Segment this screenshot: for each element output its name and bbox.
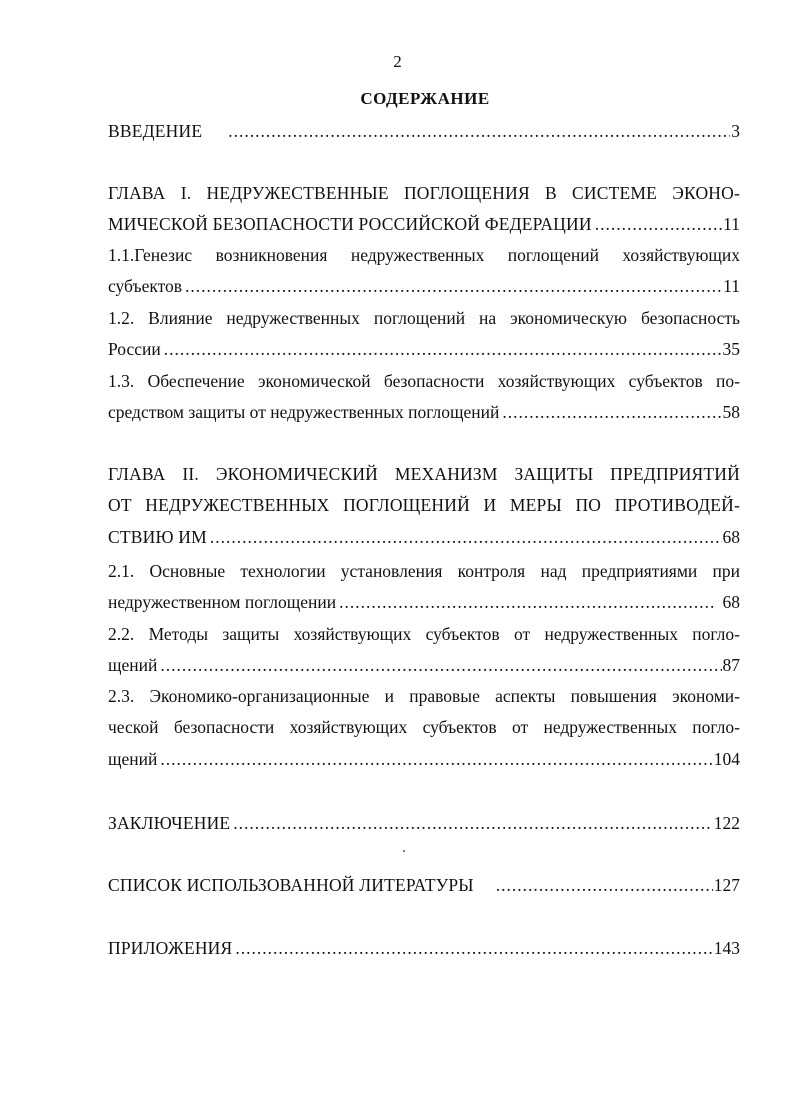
toc-entry-line: ГЛАВА I. НЕДРУЖЕСТВЕННЫЕ ПОГЛОЩЕНИЯ В СИСТЕМЕ ЭКОНО- [108,183,740,203]
toc-entry-page: 122 [713,813,740,833]
toc-entry-line [108,933,740,964]
toc-entry-title: ВВЕДЕНИЕ [108,121,203,141]
toc-entry-line [108,650,740,681]
toc-entry-title: средством защиты от недружественных поглощений [108,402,500,423]
toc-entry-line [108,209,740,240]
toc-entry-section-1-2 [108,303,740,366]
toc-entry-conclusion [108,808,740,839]
scan-speck [403,850,405,852]
toc-entry-title: субъектов [108,276,183,297]
toc-entry-line [108,397,740,428]
toc-entry-line [108,587,740,618]
dot-leader [182,271,722,302]
toc-entry-page: 35 [722,339,740,360]
dot-leader [157,650,721,681]
toc-entry-title: СПИСОК ИСПОЛЬЗОВАННОЙ ЛИТЕРАТУРЫ [108,875,474,895]
toc-entry-page: 58 [722,402,740,423]
toc-entry-page: 68 [722,526,740,547]
toc-entry-line [108,334,740,365]
toc-entry-line: 1.2. Влияние недружественных поглощений на экономическую безопасность [108,308,740,328]
toc-entry-line [108,870,740,901]
toc-entry-line [108,744,740,775]
toc-entry-line: 1.1.Генезис возникновения недружественных поглощений хозяйствующих [108,245,740,265]
toc-entry-page: 104 [713,748,740,769]
toc-entry-page: 3 [731,121,740,141]
dot-leader [499,397,721,428]
dot-leader [202,116,730,147]
dot-leader [474,870,713,901]
dot-leader [207,522,722,553]
toc-entry-line: 1.3. Обеспечение экономической безопасности хозяйствующих субъектов по- [108,371,740,391]
toc-entry-title: ПРИЛОЖЕНИЯ [108,938,233,958]
toc-entry-title: МИЧЕСКОЙ БЕЗОПАСНОСТИ РОССИЙСКОЙ ФЕДЕРАЦИИ [108,214,592,235]
toc-entry-page: 68 [722,592,740,613]
toc-entry-title: щений [108,655,158,676]
page-number: 2 [393,52,402,71]
toc-entry-section-2-2 [108,619,740,682]
dot-leader [230,808,712,839]
toc-entry-page: 87 [722,655,740,676]
toc-entry-title: ЗАКЛЮЧЕНИЕ [108,813,231,833]
dot-leader [157,744,712,775]
toc-entry-line: 2.3. Экономико-организационные и правовые аспекты повышения экономи- [108,686,740,706]
toc-entry-title: России [108,339,161,360]
toc-entry-section-1-1 [108,240,740,303]
toc-entry-line [108,271,740,302]
toc-entry-section-1-3 [108,366,740,429]
dot-leader [232,933,712,964]
toc-entry-line: 2.1. Основные технологии установления контроля над предприятиями при [108,561,740,581]
toc-entry-section-2-1 [108,556,740,619]
toc-entry-line [108,522,740,553]
toc-entry-line [108,808,740,839]
toc-entry-line [108,116,740,147]
toc-entry-line: ГЛАВА II. ЭКОНОМИЧЕСКИЙ МЕХАНИЗМ ЗАЩИТЫ ПРЕДПРИЯТИЙ [108,464,740,484]
toc-entry-references [108,870,740,901]
table-of-contents-title: СОДЕРЖАНИЕ [360,89,490,108]
dot-leader [161,334,722,365]
toc-entry-appendices [108,933,740,964]
toc-entry-introduction [108,116,740,147]
toc-entry-chapter-2 [108,459,740,553]
toc-entry-page: 127 [713,875,740,895]
toc-entry-section-2-3 [108,681,740,775]
toc-entry-title: щений [108,748,158,769]
toc-entry-page: 143 [713,938,740,958]
toc-entry-line: ОТ НЕДРУЖЕСТВЕННЫХ ПОГЛОЩЕНИЙ И МЕРЫ ПО ПРОТИВОДЕЙ- [108,495,740,516]
toc-entry-line: ческой безопасности хозяйствующих субъектов от недружественных погло- [108,717,740,738]
toc-entry-title: недружественном поглощении [108,592,337,613]
toc-entry-page: 11 [723,276,740,297]
toc-entry-title: СТВИЮ ИМ [108,526,207,547]
toc-entry-page: 11 [723,214,740,235]
dot-leader [336,587,714,618]
toc-entry-chapter-1 [108,178,740,241]
dot-leader [592,209,722,240]
toc-entry-line: 2.2. Методы защиты хозяйствующих субъектов от недружественных погло- [108,624,740,644]
